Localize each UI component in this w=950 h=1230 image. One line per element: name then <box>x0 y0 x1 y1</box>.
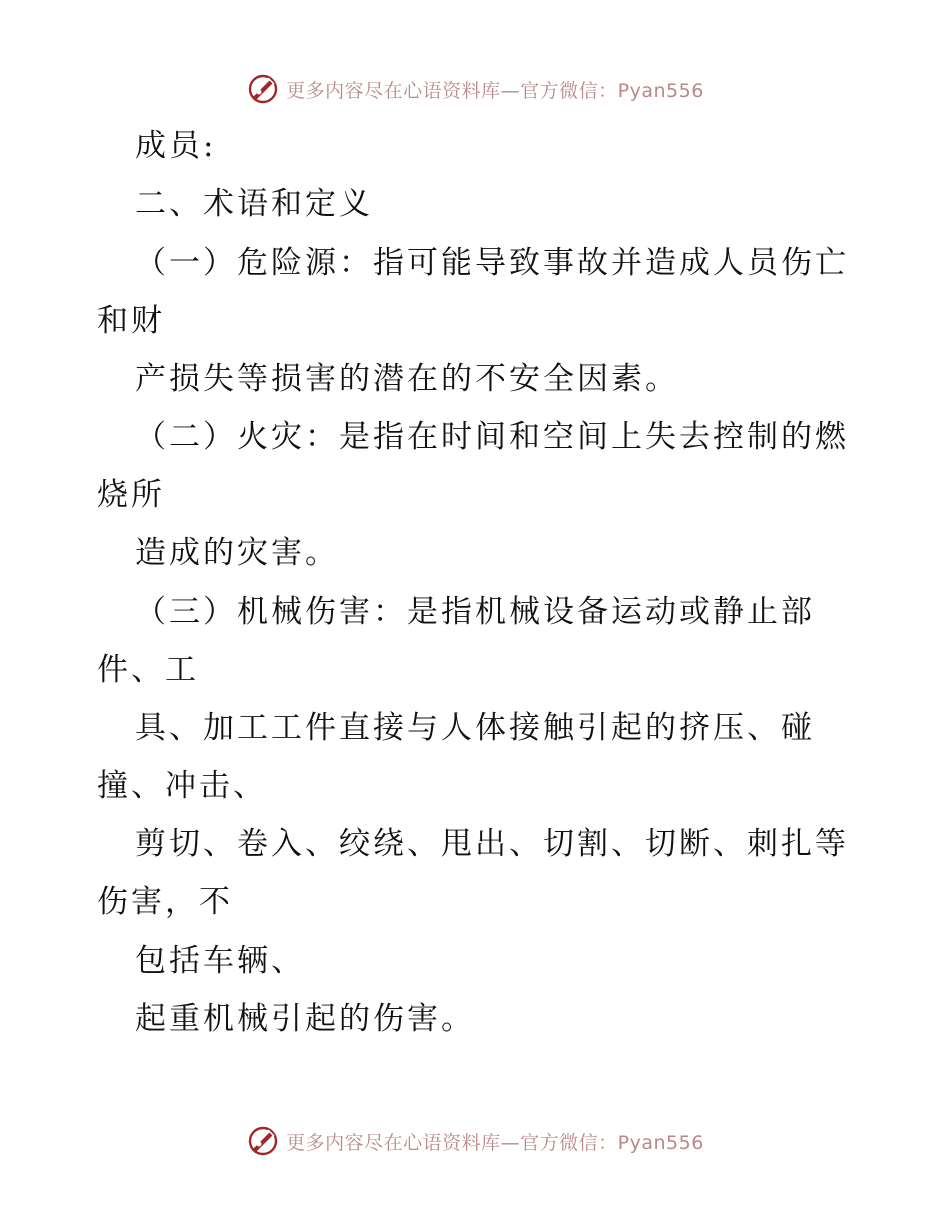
text-line: 伤害，不 <box>97 884 233 920</box>
pen-logo-icon <box>246 1124 280 1158</box>
text-line: 具、加工工件直接与人体接触引起的挤压、碰 <box>135 710 815 746</box>
text-line: 剪切、卷入、绞绕、甩出、切割、切断、刺扎等 <box>135 826 849 862</box>
header-watermark <box>0 72 950 106</box>
text-line: 起重机械引起的伤害。 <box>135 1001 475 1037</box>
text-line: 和财 <box>97 303 165 339</box>
text-line: （三）机械伤害：是指机械设备运动或静止部 <box>135 594 815 630</box>
text-line: 包括车辆、 <box>135 943 305 979</box>
text-line: 烧所 <box>97 477 165 513</box>
text-line: 件、工 <box>97 652 199 688</box>
text-line: （一）危险源：指可能导致事故并造成人员伤亡 <box>135 245 849 281</box>
section-heading: 二、术语和定义 <box>135 186 373 222</box>
text-line: （二）火灾：是指在时间和空间上失去控制的燃 <box>135 419 849 455</box>
footer-watermark <box>0 1124 950 1158</box>
text-line: 产损失等损害的潜在的不安全因素。 <box>135 361 679 397</box>
watermark-text: 更多内容尽在心语资料库—官方微信：Pyan556 <box>286 1131 704 1154</box>
text-line: 成员: <box>135 128 217 164</box>
watermark-text: 更多内容尽在心语资料库—官方微信：Pyan556 <box>286 79 704 102</box>
pen-logo-icon <box>246 72 280 106</box>
text-line: 撞、冲击、 <box>97 768 267 804</box>
text-line: 造成的灾害。 <box>135 535 339 571</box>
